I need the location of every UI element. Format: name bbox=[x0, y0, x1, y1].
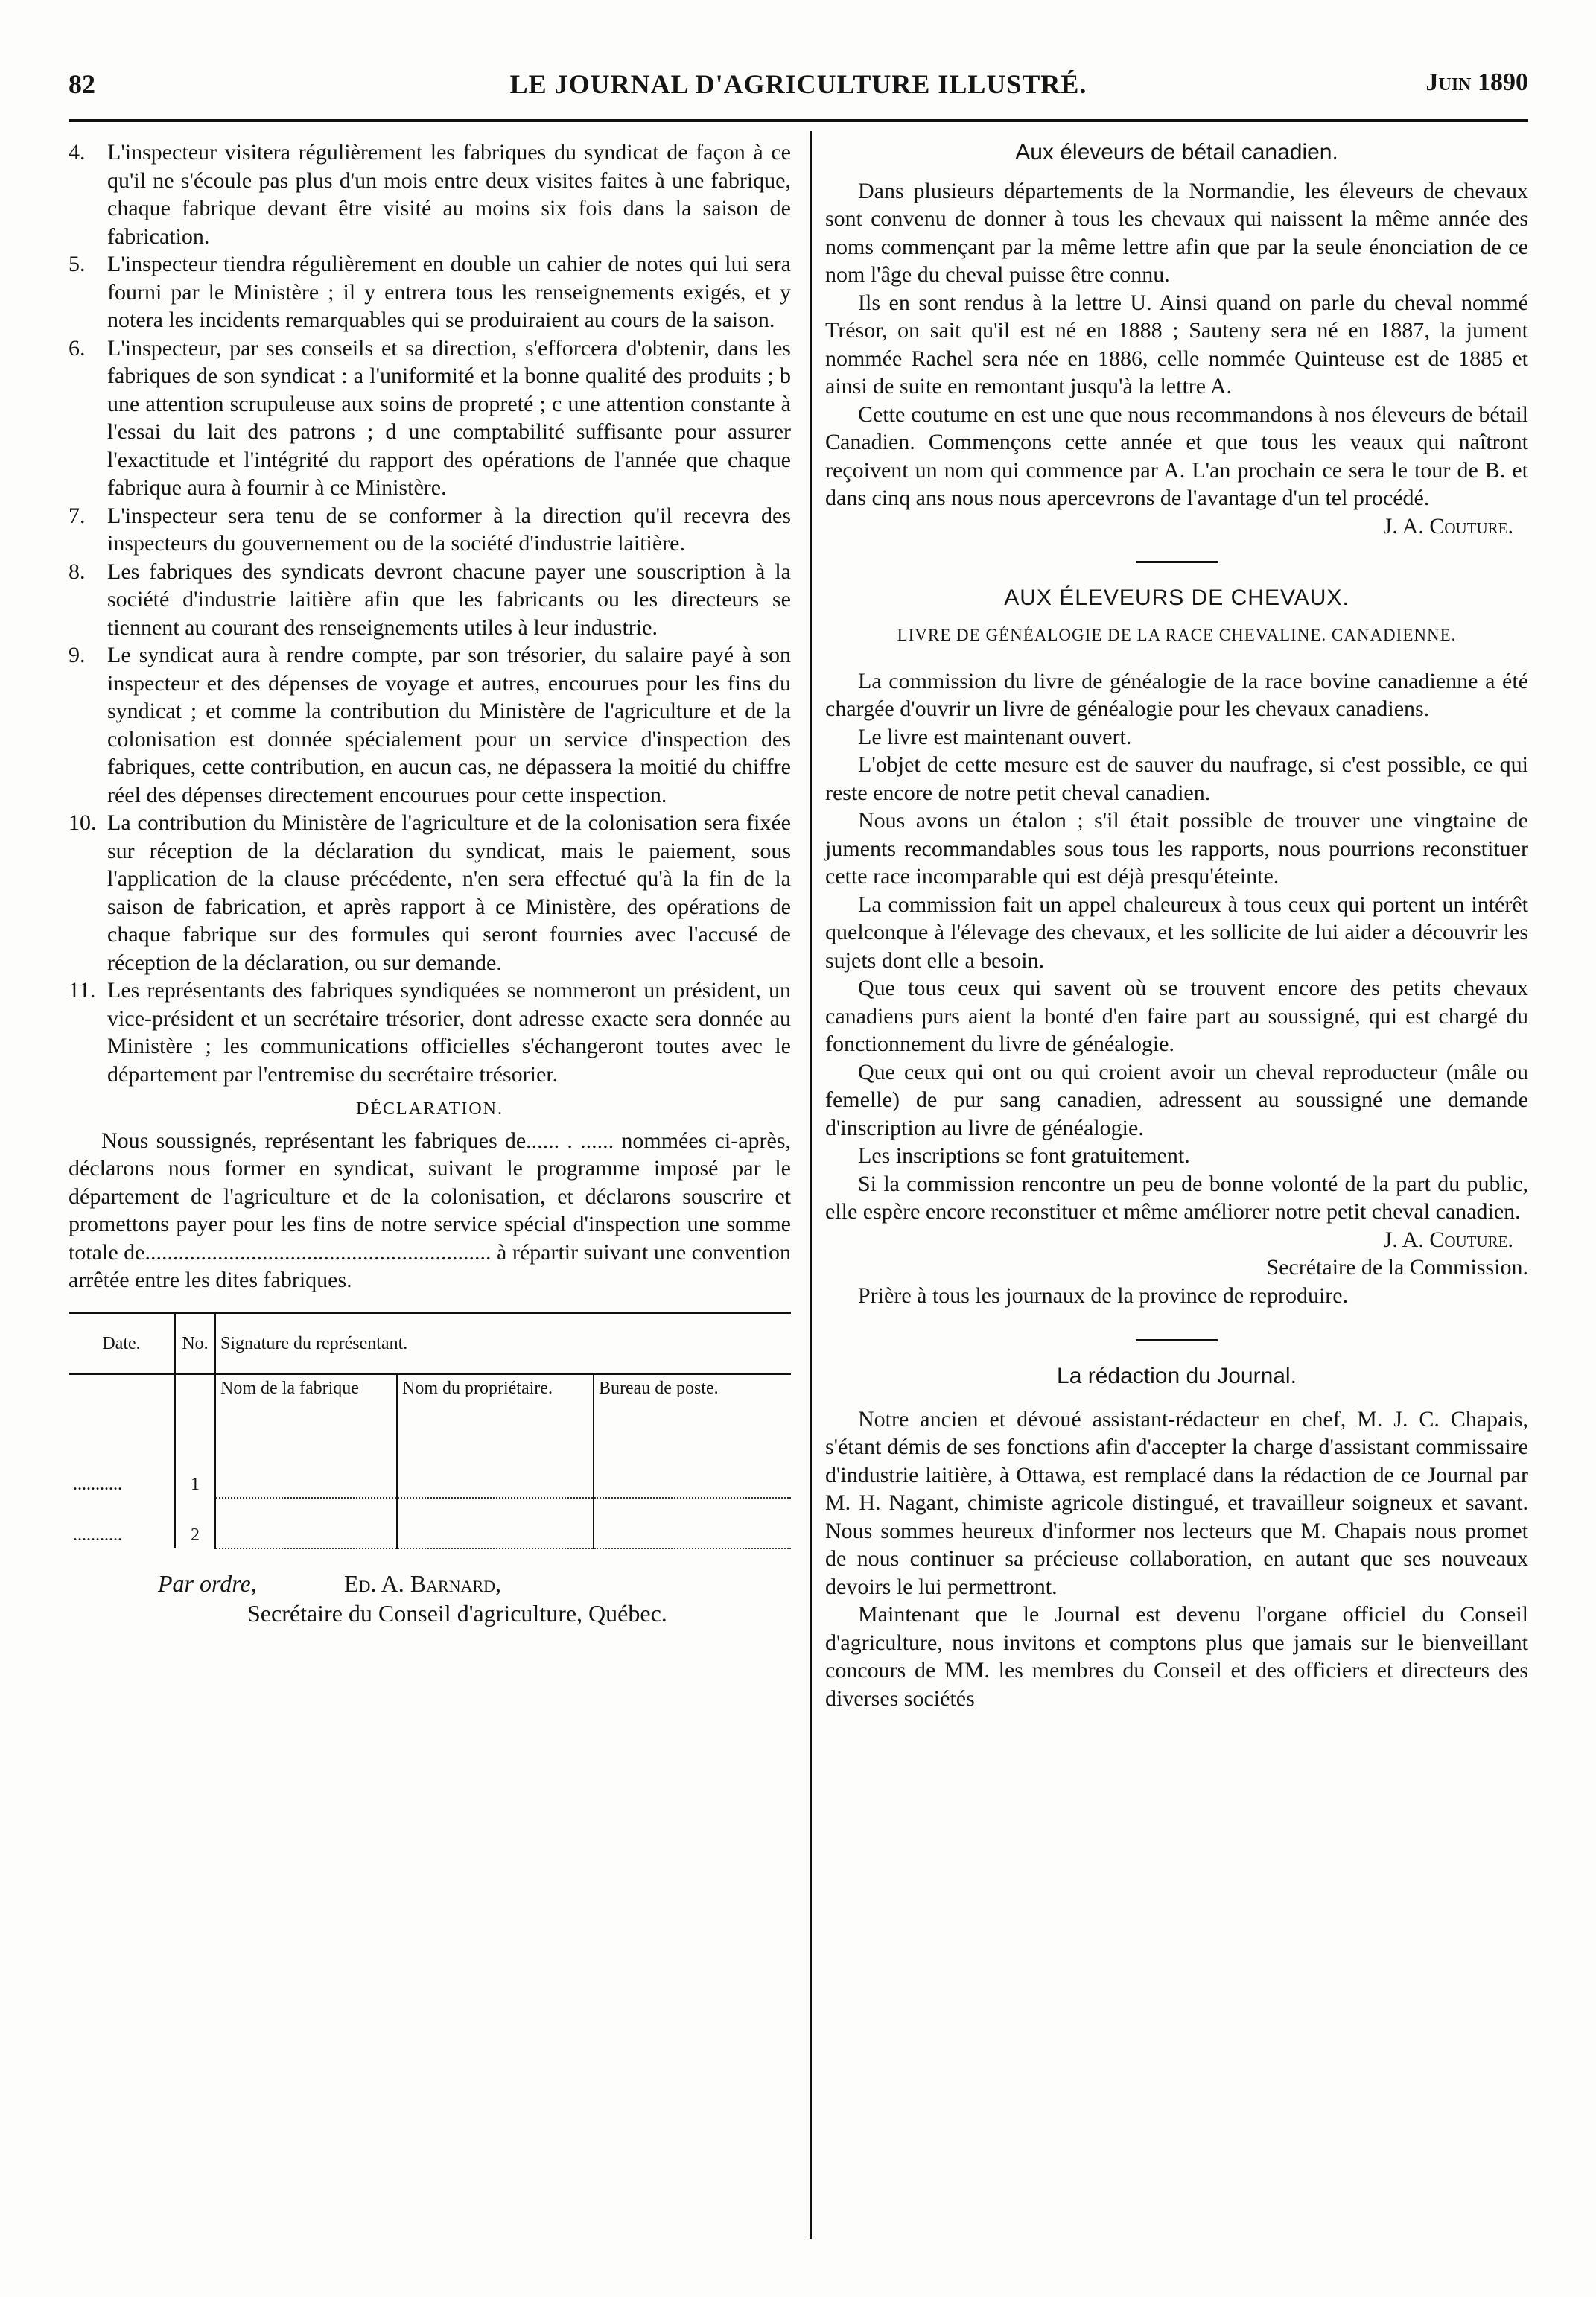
sub-proprietaire: Nom du propriétaire. bbox=[397, 1374, 594, 1448]
blank-proprietaire bbox=[397, 1448, 594, 1498]
table-row bbox=[69, 1498, 791, 1548]
paragraph: L'objet de cette mesure est de sauver du naufrage, si c'est possible, ce qui reste encore de notre petit cheval canadien. bbox=[825, 752, 1528, 805]
item-text: La contribution du Ministère de l'agriculture et de la colonisation sera fixée sur réception de la déclaration du syndicat, mais le paiement, sous l'application de la clause précédente, n'en sera effectué qu'à la fin de la saison de fabrication, et après rapport à ce Ministère, des opérations de chaque fabrique sur des formules qui seront fournies avec l'accusé de réception de la déclaration, ou sur demande. bbox=[107, 810, 791, 975]
right-column bbox=[825, 139, 1528, 1712]
article-subtitle: LIVRE DE GÉNÉALOGIE DE LA RACE CHEVALINE. CANADIENNE. bbox=[897, 625, 1457, 644]
article-title-redaction: La rédaction du Journal. bbox=[1057, 1364, 1297, 1388]
rule-item-11 bbox=[69, 976, 791, 1088]
item-number: 4. bbox=[69, 140, 86, 165]
sub-bureau: Bureau de poste. bbox=[594, 1374, 791, 1448]
paragraph: Les inscriptions se font gratuitement. bbox=[858, 1143, 1190, 1168]
item-number: 10. bbox=[69, 810, 97, 835]
blank-bureau bbox=[594, 1448, 791, 1498]
paragraph: Le livre est maintenant ouvert. bbox=[858, 724, 1132, 749]
blank-proprietaire bbox=[397, 1498, 594, 1548]
blank-fabrique bbox=[215, 1498, 397, 1548]
paragraph: Maintenant que le Journal est devenu l'organe officiel du Conseil d'agriculture, nous invitons et comptons plus que jamais sur le bienveillant concours de MM. les membres du Conseil et des officiers et directeurs des diverses sociétés bbox=[825, 1602, 1528, 1711]
header-rule bbox=[69, 119, 1528, 122]
row-no: 2 bbox=[175, 1498, 215, 1548]
rule-item-10 bbox=[69, 809, 791, 976]
rule-item-8 bbox=[69, 558, 791, 642]
table-row bbox=[69, 1448, 791, 1498]
paragraph: Si la commission rencontre un peu de bonne volonté de la part du public, elle espère encore reconstituer et même améliorer notre petit cheval canadien. bbox=[825, 1171, 1528, 1224]
par-ordre: Par ordre, bbox=[158, 1569, 257, 1597]
item-text: L'inspecteur visitera régulièrement les fabriques du syndicat de façon à ce qu'il ne s'écoule pas plus d'un mois entre deux visites faites à une fabrique, chaque fabrique devant être visité au moins six fois dans la saison de fabrication. bbox=[107, 140, 791, 249]
signature: J. A. Couture. bbox=[1383, 1227, 1513, 1252]
left-column bbox=[69, 139, 791, 1628]
issue-date: Juin 1890 bbox=[1425, 69, 1528, 96]
item-number: 7. bbox=[69, 503, 86, 528]
item-number: 5. bbox=[69, 252, 86, 276]
rule-item-5 bbox=[69, 250, 791, 334]
paragraph: Notre ancien et dévoué assistant-rédacteur en chef, M. J. C. Chapais, s'étant démis de ses fonctions afin d'accepter la charge d'assistant commissaire d'industrie laitière, à Ottawa, est remplacé dans la rédaction de ce Journal par M. H. Nagant, chimiste agricole distingué, et travailleur soigneux et savant. Nous sommes heureux d'informer nos lecteurs que M. Chapais nous promet de nous continuer sa précieuse collaboration, en autant que ses nouveaux devoirs le lui permettront. bbox=[825, 1406, 1528, 1599]
col-date: Date. bbox=[69, 1313, 175, 1374]
blank-bureau bbox=[594, 1498, 791, 1548]
paragraph: Nous avons un étalon ; s'il était possible de trouver une vingtaine de juments recommandables sous tous les rapports, nous pourrions reconstituer cette race incomparable qui est déjà presqu'éteinte. bbox=[825, 808, 1528, 889]
row-date: ........... bbox=[73, 1474, 122, 1494]
blank-fabrique bbox=[215, 1448, 397, 1498]
paragraph: La commission fait un appel chaleureux à tous ceux qui portent un intérêt quelconque à l'élevage des chevaux, et les sollicite de lui aider a découvrir les sujets dont elle a besoin. bbox=[825, 892, 1528, 973]
item-text: L'inspecteur, par ses conseils et sa direction, s'efforcera d'obtenir, dans les fabriques de son syndicat : a l'uniformité et la bonne qualité des produits ; b une attention scrupuleuse aux soins de propreté ; c une attention constante à l'essai du lait des patrons ; d une comptabilité suffisante pour assurer l'exactitude et l'intégrité du rapport des opérations de l'année que chaque fabrique aura à fournir à ce Ministère. bbox=[107, 335, 791, 500]
signoff bbox=[69, 1569, 791, 1628]
paragraph: Cette coutume en est une que nous recommandons à nos éleveurs de bétail Canadien. Commençons cette année et que tous les veaux qui naîtront reçoivent un nom qui commence par A. L'an prochain ce sera le tour de B. et dans cinq ans nous nous apercevrons de l'avantage d'un tel procédé. bbox=[825, 401, 1528, 510]
signature: J. A. Couture. bbox=[1383, 513, 1513, 538]
article-title-chevaux: AUX ÉLEVEURS DE CHEVAUX. bbox=[1004, 585, 1349, 610]
section-divider bbox=[1136, 1339, 1218, 1341]
signoff-name: Ed. A. Barnard, bbox=[344, 1569, 502, 1597]
paragraph: Dans plusieurs départements de la Normandie, les éleveurs de chevaux sont convenu de donner à tous les chevaux qui naissent la même année des noms commençant par la même lettre afin que par la seule énonciation de ce nom l'âge du cheval puisse être connu. bbox=[825, 178, 1528, 287]
column-divider bbox=[810, 131, 812, 2239]
signature-table bbox=[69, 1312, 791, 1549]
item-number: 9. bbox=[69, 643, 86, 667]
section-divider bbox=[1136, 561, 1218, 563]
paragraph: Prière à tous les journaux de la province de reproduire. bbox=[858, 1283, 1349, 1308]
paragraph: Ils en sont rendus à la lettre U. Ainsi quand on parle du cheval nommé Trésor, on sait qu'il est né en 1888 ; Sauteny sera né en 1887, la jument nommée Rachel sera née en 1886, celle nommée Quinteuse est de 1885 et ainsi de suite en remontant jusqu'à la lettre A. bbox=[825, 290, 1528, 398]
col-signature: Signature du représentant. bbox=[215, 1313, 791, 1374]
row-date: ........... bbox=[73, 1525, 122, 1545]
col-no: No. bbox=[175, 1313, 215, 1374]
rule-item-6 bbox=[69, 334, 791, 502]
paragraph: La commission du livre de généalogie de la race bovine canadienne a été chargée d'ouvrir un livre de généalogie pour les chevaux canadiens. bbox=[825, 668, 1528, 721]
article-title-betail: Aux éleveurs de bétail canadien. bbox=[1015, 140, 1338, 165]
item-text: L'inspecteur sera tenu de se conformer à la direction qu'il recevra des inspecteurs du gouvernement ou de la société d'industrie laitière. bbox=[107, 503, 791, 556]
item-text: L'inspecteur tiendra régulièrement en double un cahier de notes qui lui sera fourni par le Ministère ; il y entrera tous les renseignements exigés, et y notera les incidents remarquables qui se produiraient au cours de la saison. bbox=[107, 252, 791, 332]
page-number: 82 bbox=[69, 69, 95, 99]
sub-fabrique: Nom de la fabrique bbox=[215, 1374, 397, 1448]
paragraph: Que tous ceux qui savent où se trouvent encore des petits chevaux canadiens purs aient la bonté d'en faire part au soussigné, qui est chargé du fonctionnement du livre de généalogie. bbox=[825, 976, 1528, 1056]
rule-item-7 bbox=[69, 502, 791, 558]
page-header bbox=[69, 69, 1528, 106]
signature-title: Secrétaire de la Commission. bbox=[1266, 1255, 1528, 1280]
item-text: Les représentants des fabriques syndiquées se nommeront un président, un vice-président et un secrétaire trésorier, dont adresse exacte sera donnée au Ministère ; les communications officielles s'échangeront toutes avec le département par l'entremise du secrétaire trésorier. bbox=[107, 978, 791, 1087]
declaration-heading: DÉCLARATION. bbox=[356, 1099, 503, 1119]
row-no: 1 bbox=[175, 1448, 215, 1498]
rule-item-4 bbox=[69, 139, 791, 250]
journal-title: LE JOURNAL D'AGRICULTURE ILLUSTRÉ. bbox=[509, 69, 1087, 99]
item-text: Les fabriques des syndicats devront chacune payer une souscription à la société d'industrie laitière afin que les fabricants ou les directeurs se tiennent au courant des renseignements utiles à leur industrie. bbox=[107, 559, 791, 640]
declaration-text: Nous soussignés, représentant les fabriques de...... . ...... nommées ci-après, déclarons nous former en syndicat, suivant le programme imposé par le département de l'agriculture et de la colonisation, et déclarons souscrire et promettons payer pour les fins de notre service spécial d'inspection une somme totale de.............................................................. à répartir suivant une convention arrêtée entre les dites fabriques. bbox=[69, 1128, 791, 1292]
item-number: 6. bbox=[69, 335, 86, 360]
item-number: 8. bbox=[69, 559, 86, 584]
rule-item-9 bbox=[69, 641, 791, 809]
item-number: 11. bbox=[69, 978, 96, 1003]
item-text: Le syndicat aura à rendre compte, par son trésorier, du salaire payé à son inspecteur et des dépenses de voyage et autres, encourues pour les fins du syndicat ; et comme la contribution du Ministère de l'agriculture et de la colonisation est donnée spécialement pour un service d'inspection des fabriques, cette contribution, en aucun cas, ne dépassera la moitié du chiffre réel des dépenses directement encourues pour cette inspection. bbox=[107, 643, 791, 807]
signoff-title: Secrétaire du Conseil d'agriculture, Québec. bbox=[247, 1599, 667, 1627]
paragraph: Que ceux qui ont ou qui croient avoir un cheval reproducteur (mâle ou femelle) de pur sang canadien, adressent au soussigné une demande d'inscription au livre de généalogie. bbox=[825, 1059, 1528, 1140]
